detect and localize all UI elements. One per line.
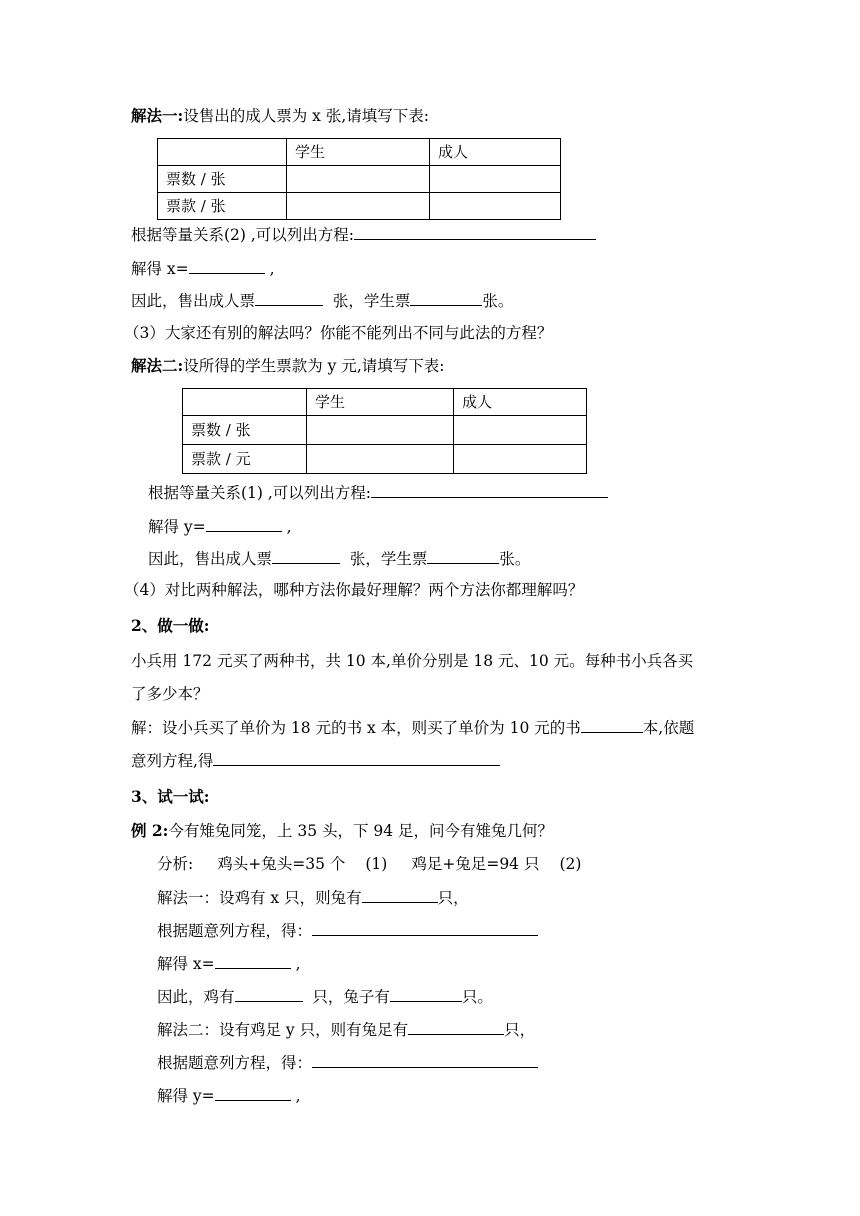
result-text: 因此，售出成人票 [131,292,256,310]
result-text: 张。 [482,292,514,310]
solution1-equation-line [131,224,596,245]
solution2-result-line [148,548,530,569]
result-text: 因此，鸡有 [157,988,235,1006]
table-cell-input[interactable] [307,416,454,445]
solution2-instruction: 设所得的学生票款为 y 元,请填写下表: [183,357,445,375]
solution2-heading [131,356,445,376]
question-4: （4）对比两种解法，哪种方法你最好理解？两个方法你都理解吗？ [124,581,584,599]
method1-equation-line [157,920,538,941]
table-row-label: 票款 / 张 [158,193,287,220]
chicken-count-blank[interactable] [235,986,303,1002]
solve-suffix: , [269,260,275,278]
solution2-equation-text: 根据等量关系(1) ,可以列出方程: [148,484,372,502]
equation-blank[interactable] [213,750,500,766]
solve-prefix: 解得 x= [131,260,189,278]
answer-blank[interactable] [215,953,291,969]
answer-blank[interactable] [206,516,282,532]
solve-suffix: , [295,955,301,973]
analysis-line [157,854,581,874]
solution1-table [157,138,561,220]
solve-prefix: 解得 y= [157,1087,215,1105]
result-text: 张，学生票 [332,292,411,310]
adult-ticket-blank[interactable] [272,548,340,564]
result-text: 只，兔子有 [312,988,390,1006]
solve-prefix: 解得 y= [148,518,206,536]
example2-label: 例 2: [131,821,169,840]
question-3: （3）大家还有别的解法吗？你能不能列出不同与此法的方程？ [124,324,553,342]
equation-blank[interactable] [312,1052,538,1068]
table-cell-input[interactable] [287,193,430,220]
solution-text: 意列方程,得 [131,752,214,770]
method2-equation-line [157,1052,538,1073]
solve-suffix: , [295,1087,301,1105]
table-row [158,193,561,220]
solve-suffix: , [286,518,292,536]
relation-2-tag: (2) [559,855,582,873]
table-cell-empty [158,139,287,166]
section2-problem-line1: 小兵用 172 元买了两种书，共 10 本,单价分别是 18 元、10 元。每种书小兵各买 [131,652,694,670]
table-cell-input[interactable] [287,166,430,193]
answer-blank[interactable] [189,258,265,274]
table-header-student: 学生 [307,389,454,416]
method2-text: 只， [504,1021,536,1039]
rabbit-count-blank[interactable] [390,986,462,1002]
table-row [158,139,561,166]
result-text: 张。 [499,550,531,568]
equation-blank[interactable] [312,920,538,936]
solution1-heading [131,106,429,126]
solution2-equation-line [148,482,608,503]
table-cell-input[interactable] [430,193,561,220]
table-row [183,416,587,445]
table-cell-input[interactable] [430,166,561,193]
result-text: 张，学生票 [349,550,428,568]
table-row-label: 票款 / 元 [183,445,307,474]
method1-setup-line [157,887,469,908]
table-row [183,445,587,474]
example2-text: 今有雉兔同笼，上 35 头，下 94 足，问今有雉兔几何？ [168,822,554,840]
method1-text: 解法一：设鸡有 x 只，则兔有 [157,889,362,907]
method1-text: 只， [437,889,469,907]
student-ticket-blank[interactable] [427,548,499,564]
rabbit-count-blank[interactable] [362,887,438,903]
solution-text: 本,依题 [642,719,695,737]
table-cell-empty [183,389,307,416]
result-text: 只。 [461,988,493,1006]
relation-1-tag: (1) [365,855,388,873]
solution1-result-line [131,290,513,311]
method1-solve-line [157,953,301,974]
solution-text: 解：设小兵买了单价为 18 元的书 x 本，则买了单价为 10 元的书 [131,719,581,737]
table-cell-input[interactable] [454,445,587,474]
equation-blank[interactable] [371,482,608,498]
method1-eq-text: 根据题意列方程，得： [157,922,313,940]
table-row [183,389,587,416]
answer-blank[interactable] [215,1085,291,1101]
solution2-table [182,388,587,474]
table-cell-input[interactable] [454,416,587,445]
book-count-blank[interactable] [581,717,643,733]
method2-solve-line [157,1085,301,1106]
solution2-label: 解法二: [131,356,184,375]
analysis-label: 分析: [157,855,194,873]
table-row-label: 票数 / 张 [158,166,287,193]
table-header-student: 学生 [287,139,430,166]
student-ticket-blank[interactable] [410,290,482,306]
table-row-label: 票数 / 张 [183,416,307,445]
example2-line [131,821,553,841]
table-header-adult: 成人 [454,389,587,416]
adult-ticket-blank[interactable] [255,290,323,306]
solution1-instruction: 设售出的成人票为 x 张,请填写下表: [183,107,429,125]
section2-problem-line2: 了多少本？ [131,685,209,703]
method2-eq-text: 根据题意列方程，得： [157,1054,313,1072]
table-cell-input[interactable] [307,445,454,474]
relation-1: 鸡头+兔头=35 个 [217,855,346,873]
solution1-equation-text: 根据等量关系(2) ,可以列出方程: [131,226,355,244]
section2-solution-line1 [131,717,694,738]
method2-text: 解法二：设有鸡足 y 只，则有兔足有 [157,1021,409,1039]
solution1-label: 解法一: [131,106,184,125]
solution1-solve-line [131,258,275,279]
solution2-solve-line [148,516,292,537]
method1-result-line [157,986,493,1007]
rabbit-feet-blank[interactable] [408,1019,504,1035]
section3-title: 3、试一试: [131,787,210,806]
section2-solution-line2 [131,750,500,771]
result-text: 因此，售出成人票 [148,550,273,568]
equation-blank[interactable] [354,224,596,240]
table-header-adult: 成人 [430,139,561,166]
section2-title: 2、做一做: [131,616,210,635]
relation-2: 鸡足+兔足=94 只 [411,855,540,873]
method2-setup-line [157,1019,535,1040]
table-row [158,166,561,193]
solve-prefix: 解得 x= [157,955,215,973]
